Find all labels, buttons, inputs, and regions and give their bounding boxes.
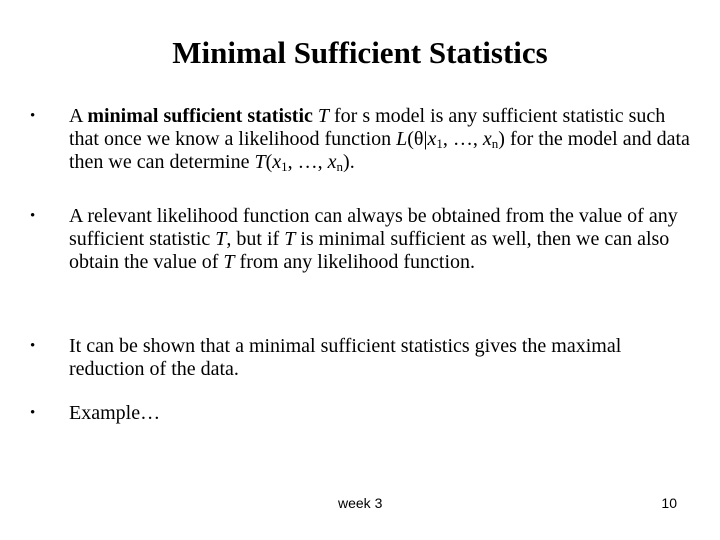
text-run: ) — [498, 128, 505, 150]
text-run: , …, — [287, 151, 328, 173]
bullet-text: It can be shown that a minimal sufficient statistics gives the maximal reduction of the data. — [69, 335, 622, 380]
symbol-T: T — [317, 105, 329, 127]
text-run: for s model is any sufficient statistic such that once we know a likelihood function — [69, 105, 666, 150]
bullet-icon: • — [30, 338, 36, 354]
text-run: , but if — [226, 228, 285, 250]
bullet-maximal-reduction — [30, 335, 690, 381]
text-run: for the model and data then we can determine — [69, 128, 690, 173]
text-run: A relevant likelihood function can always be obtained from the value of any sufficient statistic — [69, 205, 678, 250]
bullet-text — [69, 205, 690, 274]
symbol-T: T — [254, 151, 266, 173]
text-run: is minimal sufficient as well, then we can also obtain the value of — [69, 228, 670, 273]
text-run: A — [69, 105, 88, 127]
symbol-x: x — [327, 151, 337, 173]
bullet-text — [69, 105, 690, 174]
subscript: n — [336, 159, 344, 174]
bullet-icon: • — [30, 108, 36, 124]
slide-title: Minimal Sufficient Statistics — [172, 35, 548, 70]
text-run: , …, — [442, 128, 483, 150]
symbol-L: L — [396, 128, 408, 150]
symbol-x: x — [427, 128, 437, 150]
bullet-likelihood-relation — [30, 205, 690, 274]
symbol-T: T — [215, 228, 227, 250]
subscript: 1 — [436, 136, 443, 151]
subscript: n — [491, 136, 499, 151]
symbol-x: x — [482, 128, 492, 150]
text-run: from any likelihood function. — [234, 251, 476, 273]
symbol-T: T — [223, 251, 235, 273]
footer-week-label: week 3 — [338, 495, 383, 511]
symbol-T: T — [284, 228, 296, 250]
text-run: (θ| — [407, 128, 428, 150]
subscript: 1 — [281, 159, 288, 174]
bullet-icon: • — [30, 405, 36, 421]
symbol-x: x — [272, 151, 282, 173]
bold-term: minimal sufficient statistic — [87, 105, 313, 127]
bullet-icon: • — [30, 208, 36, 224]
text-run: ( — [265, 151, 273, 173]
bullet-text: Example… — [69, 402, 161, 424]
page-number: 10 — [661, 495, 677, 511]
text-run: ). — [343, 151, 355, 173]
bullet-minimal-definition — [30, 105, 690, 174]
bullet-example — [30, 402, 690, 425]
